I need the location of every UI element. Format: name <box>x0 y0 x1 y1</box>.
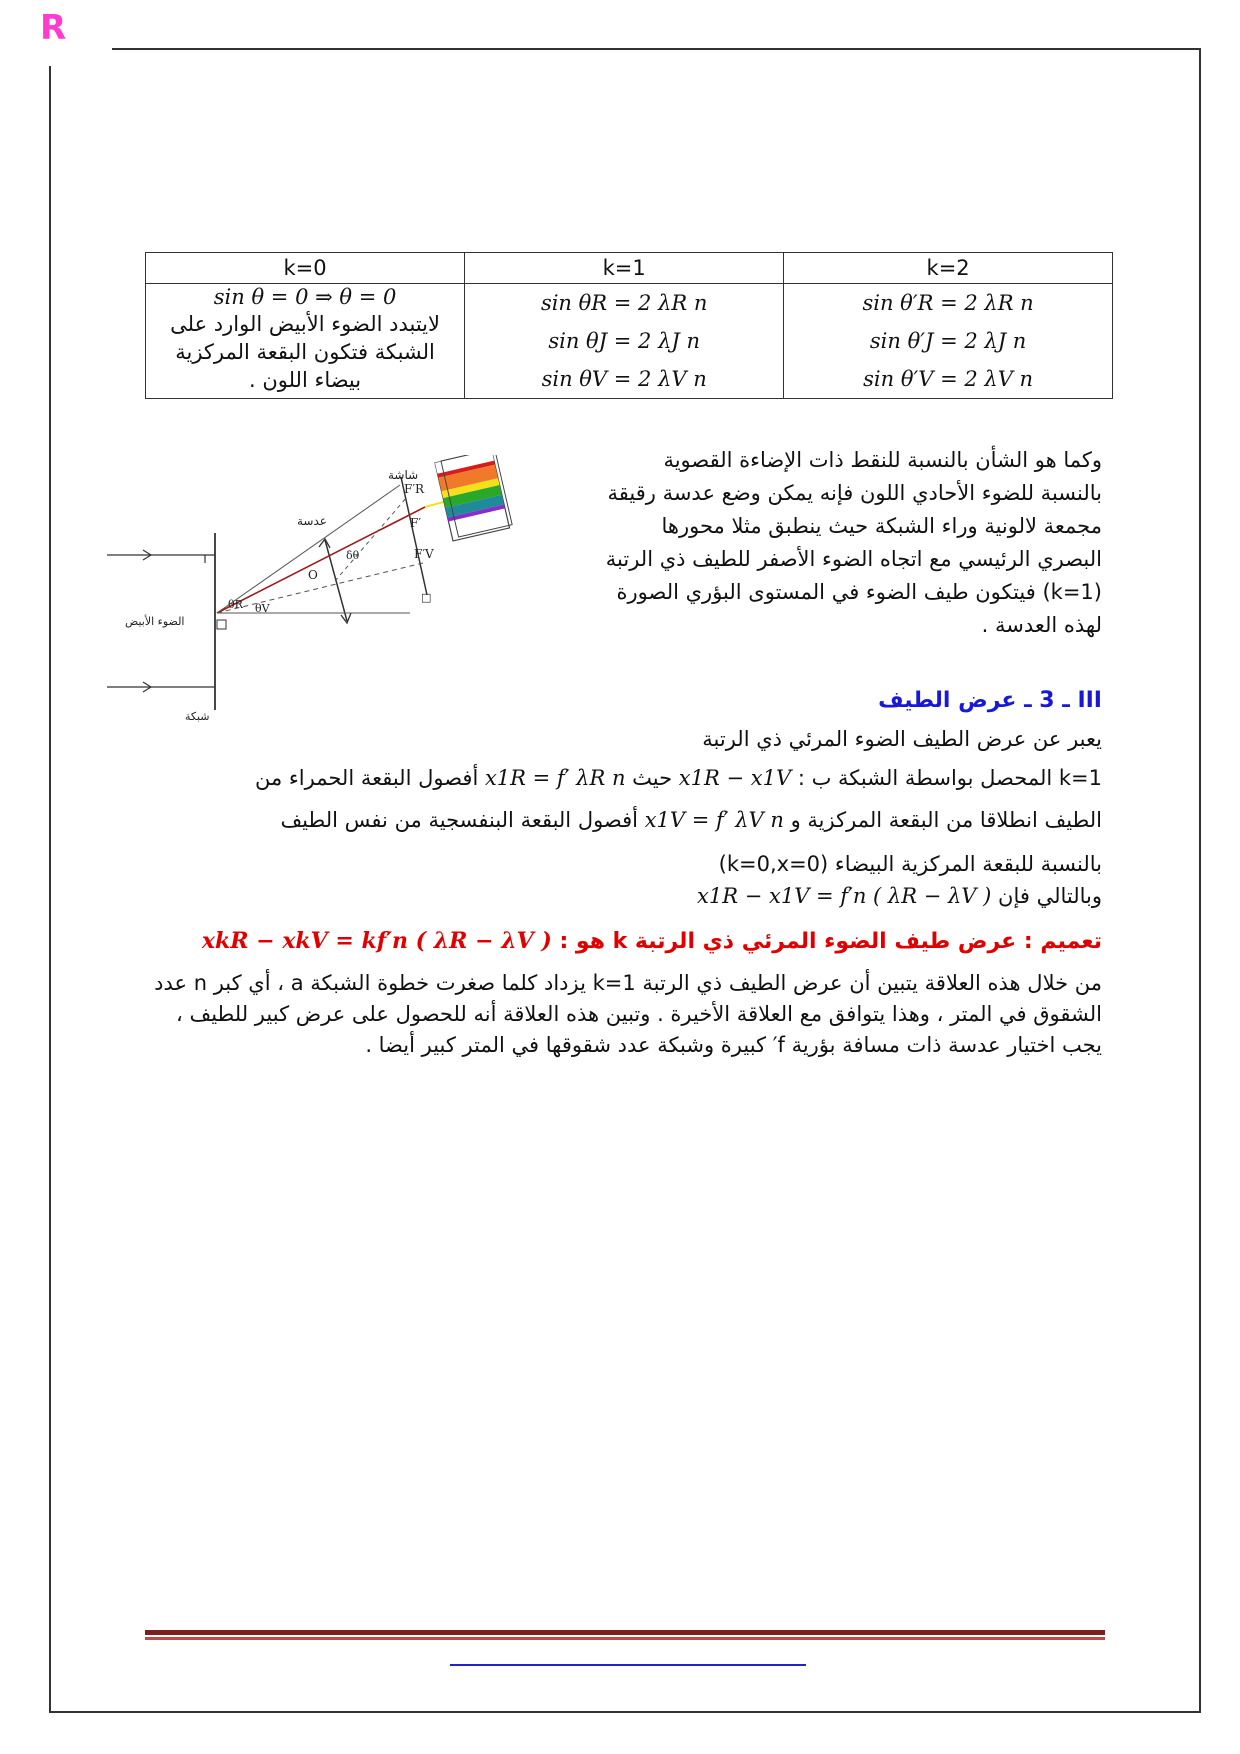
lens-ray-dashed <box>335 497 407 581</box>
width-line-2-a: k=1 المحصل بواسطة الشبكة ب : <box>797 766 1102 790</box>
label-grating: شبكة <box>185 710 210 723</box>
k2-eq-red: sin θ′R = 2 λR n <box>862 291 1034 315</box>
label-theta-r: θR <box>228 598 243 611</box>
width-line-2 <box>255 766 1102 790</box>
generalization-equation: xkR − xkV = kf′n ( λR − λV ) <box>201 928 552 954</box>
ray-violet-dir <box>217 563 423 613</box>
label-theta-v: θV <box>255 602 270 615</box>
generalization <box>202 928 1102 954</box>
header-k1: k=1 <box>465 253 784 284</box>
footer-bar <box>145 1630 1105 1635</box>
ray-red-dir <box>217 485 400 613</box>
label-dtheta: δθ <box>346 549 360 562</box>
k1-eq-violet: sin θV = 2 λV n <box>541 367 707 391</box>
label-screen-mark: □ <box>421 591 432 604</box>
width-line-3-a: الطيف انطلاقا من البقعة المركزية و <box>790 808 1102 832</box>
frame-right-line <box>1199 48 1201 1712</box>
width-line-2-b: حيث <box>632 766 673 790</box>
frame-left-line <box>49 66 51 1712</box>
width-eq-x1v: x1V = f′ λV n <box>644 808 784 832</box>
k0-equation: sin θ = 0 ⇒ θ = 0 <box>213 285 397 309</box>
width-eq-x1r: x1R = f′ λR n <box>484 766 626 790</box>
generalization-label: تعميم : عرض طيف الضوء المرئي ذي الرتبة k هو : <box>559 929 1102 954</box>
width-line-4: بالنسبة للبقعة المركزية البيضاء (k=0,x=0) <box>718 852 1102 876</box>
width-line-3 <box>280 808 1102 832</box>
k2-eq-violet: sin θ′V = 2 λV n <box>863 367 1034 391</box>
k1-eq-yellow: sin θJ = 2 λJ n <box>548 329 700 353</box>
logo: R <box>40 8 67 48</box>
k0-text: لايتبدد الضوء الأبيض الوارد على الشبكة فتكون البقعة المركزية بيضاء اللون . <box>170 312 440 392</box>
footer-link-underline[interactable] <box>450 1664 806 1666</box>
label-white-light: الضوء الأبيض <box>125 615 185 628</box>
frame-bottom-line <box>49 1711 1201 1713</box>
lens-paragraph: وكما هو الشأن بالنسبة للنقط ذات الإضاءة القصوية بالنسبة للضوء الأحادي اللون فإنه يمكن وضع عدسة رقيقة مجمعة لالونية وراء الشبكة حيث ينطبق مثلا محورها البصري الرئيسي مع اتجاه الضوء الأصفر للطيف ذي الرتبة (k=1) فيتكون طيف الضوء في المستوى البؤري الصورة لهذه العدسة . <box>605 448 1102 637</box>
cell-k1 <box>465 284 784 399</box>
width-line-2-c: أفصول البقعة الحمراء من <box>255 766 479 790</box>
header-k2: k=2 <box>784 253 1113 284</box>
width-line-5-a: وبالتالي فإن <box>998 884 1102 908</box>
cell-k2 <box>784 284 1113 399</box>
grating-lens-diagram <box>105 455 575 725</box>
footer-bar-thin <box>145 1637 1105 1640</box>
width-eq-result: x1R − x1V = f′n ( λR − λV ) <box>697 884 992 908</box>
width-line-3-b: أفصول البقعة البنفسجية من نفس الطيف <box>280 808 639 832</box>
width-eq-difference: x1R − x1V <box>678 766 792 790</box>
label-fr: F′R <box>404 482 425 496</box>
label-o: O <box>308 568 318 582</box>
width-line-5 <box>697 884 1102 908</box>
frame-top-line <box>112 48 1200 50</box>
table-row <box>146 284 1113 399</box>
k1-eq-red: sin θR = 2 λR n <box>540 291 708 315</box>
label-screen: شاشة <box>388 468 419 482</box>
label-f: F′ <box>410 516 422 530</box>
width-line-1: يعبر عن عرض الطيف الضوء المرئي ذي الرتبة <box>702 727 1102 751</box>
label-fv: F′V <box>414 547 434 561</box>
k2-eq-yellow: sin θ′J = 2 λJ n <box>869 329 1027 353</box>
right-angle-mark <box>217 620 226 629</box>
cell-k0 <box>146 284 465 399</box>
table-header-row <box>146 253 1113 284</box>
orders-table <box>145 252 1113 399</box>
header-k0: k=0 <box>146 253 465 284</box>
conclusion-paragraph: من خلال هذه العلاقة يتبين أن عرض الطيف ذي الرتبة k=1 يزداد كلما صغرت خطوة الشبكة a ، أي كبر n عدد الشقوق في المتر ، وهذا يتوافق مع العلاقة الأخيرة . وتبين هذه العلاقة أنه للحصول على عرض كبير للطيف ، يجب اختيار عدسة ذات مسافة بؤرية f′ كبيرة وشبكة عدد شقوقها في المتر كبير أيضا . <box>154 971 1102 1057</box>
label-lens: عدسة <box>297 514 327 528</box>
section-heading-spectrum-width: III ـ 3 ـ عرض الطيف <box>878 688 1102 713</box>
